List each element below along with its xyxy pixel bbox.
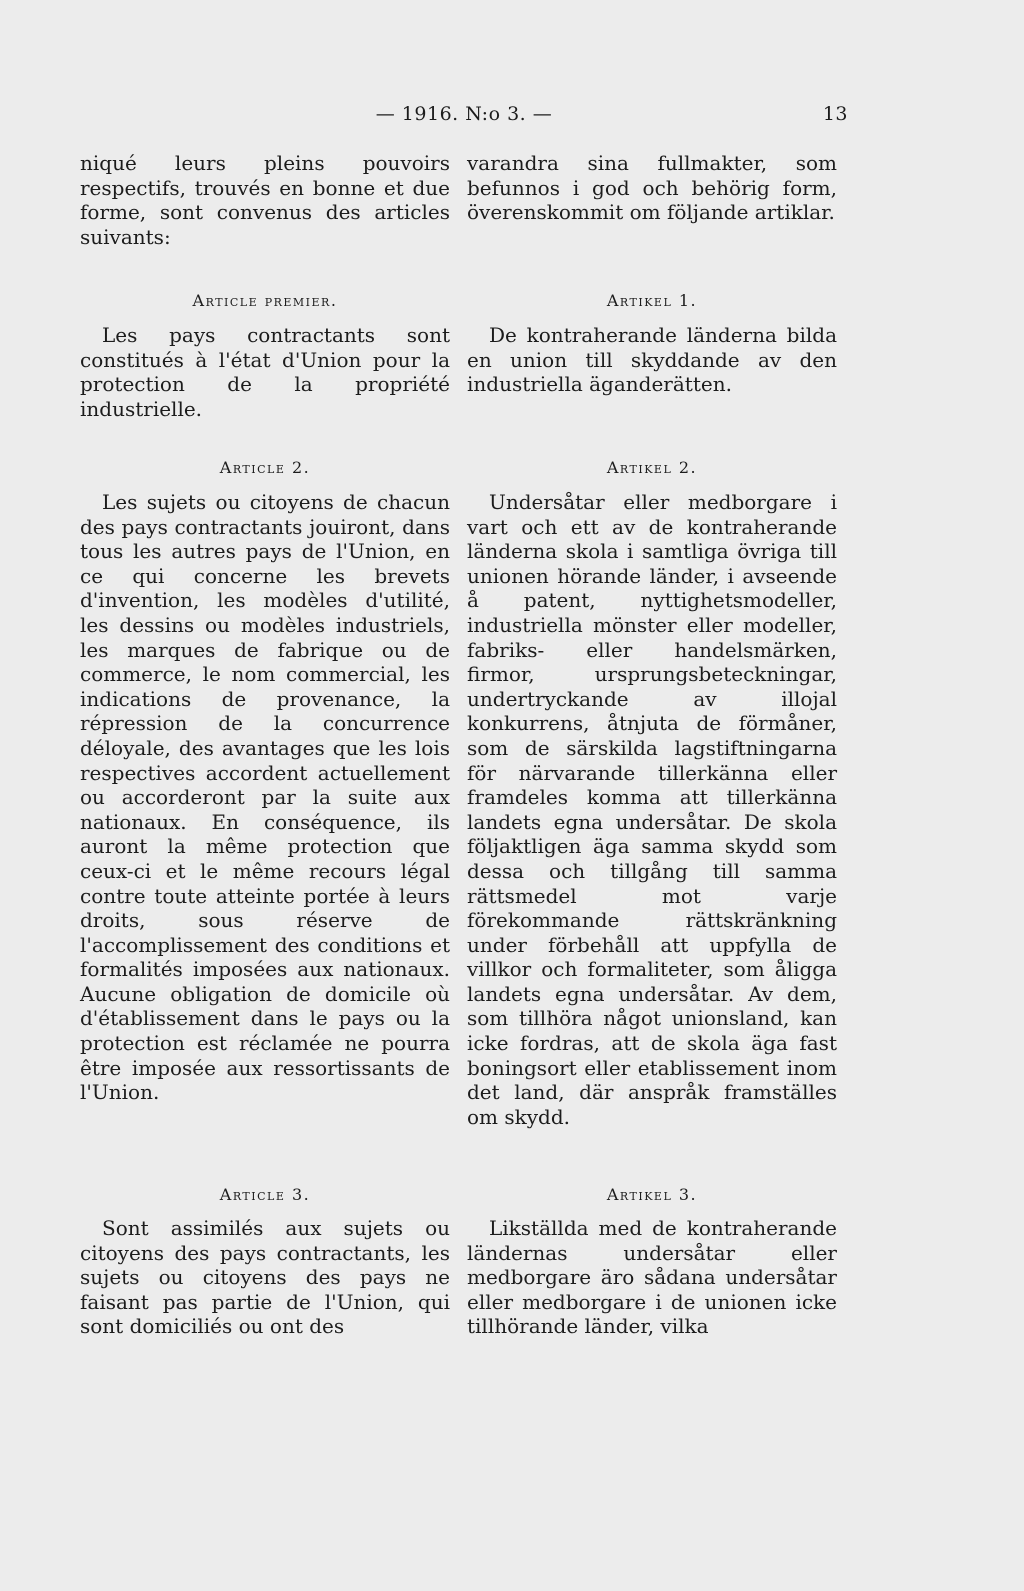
french-article-3: [80, 1183, 450, 1208]
french-article-2-text: Les sujets ou citoyens de chacun des pays contractants jouiront, dans tous les autres pays de l'Union, en ce qui concerne les brevets d'invention, les modèles d'utilité, les dessins ou modèles industriels, les marques de fabrique ou de commerce, le nom commercial, les indications de provenance, la répression de la concurrence déloyale, des avantages que les lois respectives accordent actuellement ou accorderont par la suite aux nationaux. En conséquence, ils auront la même protection que ceux-ci et le même recours légal contre toute atteinte portée à leurs droits, sous réserve de l'accomplissement des conditions et formalités imposées aux nationaux. Aucune obligation de domicile où d'établissement dans le pays ou la protection est réclamée ne pourra être imposée aux ressortissants de l'Union.: [80, 490, 450, 1105]
french-article-3-heading: Article 3.: [219, 1185, 311, 1204]
french-article-1-text: Les pays contractants sont constitués à l'état d'Union pour la protection de la propriété industrielle.: [80, 323, 450, 421]
swedish-article-1: [467, 289, 837, 314]
french-article-1-body: [80, 323, 450, 421]
swedish-article-1-heading: Artikel 1.: [606, 291, 698, 310]
swedish-article-3-text: Likställda med de kontraherande ländernas undersåtar eller medborgare äro sådana undersåtar eller medborgare i de unionen icke tillhörande länder, vilka: [467, 1216, 837, 1339]
running-header: [80, 103, 848, 133]
french-article-1-heading: Article premier.: [192, 291, 338, 310]
french-article-2: [80, 456, 450, 481]
swedish-article-3: [467, 1183, 837, 1208]
french-article-2-body: [80, 490, 450, 1105]
swedish-article-3-heading: Artikel 3.: [606, 1185, 698, 1204]
swedish-article-3-body: [467, 1216, 837, 1339]
french-article-1: [80, 289, 450, 314]
french-article-2-heading: Article 2.: [219, 458, 311, 477]
french-intro: [80, 151, 450, 249]
swedish-article-1-body: [467, 323, 837, 397]
swedish-intro-text: varandra sina fullmakter, som befunnos i god och behörig form, överenskommit om följande artiklar.: [467, 151, 837, 225]
page-number: 13: [822, 103, 848, 125]
french-article-3-text: Sont assimilés aux sujets ou citoyens des pays contractants, les sujets ou citoyens des pays ne faisant pas partie de l'Union, qui sont domiciliés ou ont des: [80, 1216, 450, 1339]
swedish-article-2-text: Undersåtar eller medborgare i vart och ett av de kontraherande länderna skola i samtliga övriga till unionen hörande länder, i avseende å patent, nyttighetsmodeller, industriella mönster eller modeller, fabriks- eller handelsmärken, firmor, ursprungsbeteckningar, undertryckande av illojal konkurrens, åtnjuta de förmåner, som de särskilda lagstiftningarna för närvarande tillerkänna eller framdeles komma att tillerkänna landets egna undersåtar. De skola följaktligen äga samma skydd som dessa och tillgång till samma rättsmedel mot varje förekommande rättskränkning under förbehåll att uppfylla de villkor och formaliteter, som åligga landets egna undersåtar. Av dem, som tillhöra något unionsland, kan icke fordras, att de skola äga fast boningsort eller etablissement inom det land, där anspråk framställes om skydd.: [467, 490, 837, 1129]
swedish-intro: [467, 151, 837, 225]
swedish-article-2-body: [467, 490, 837, 1129]
swedish-article-2-heading: Artikel 2.: [606, 458, 698, 477]
swedish-article-1-text: De kontraherande länderna bilda en union till skyddande av den industriella äganderätten.: [467, 323, 837, 397]
french-article-3-body: [80, 1216, 450, 1339]
header-title: — 1916. N:o 3. —: [375, 103, 553, 125]
swedish-article-2: [467, 456, 837, 481]
french-intro-text: niqué leurs pleins pouvoirs respectifs, trouvés en bonne et due forme, sont convenus des articles suivants:: [80, 151, 450, 249]
